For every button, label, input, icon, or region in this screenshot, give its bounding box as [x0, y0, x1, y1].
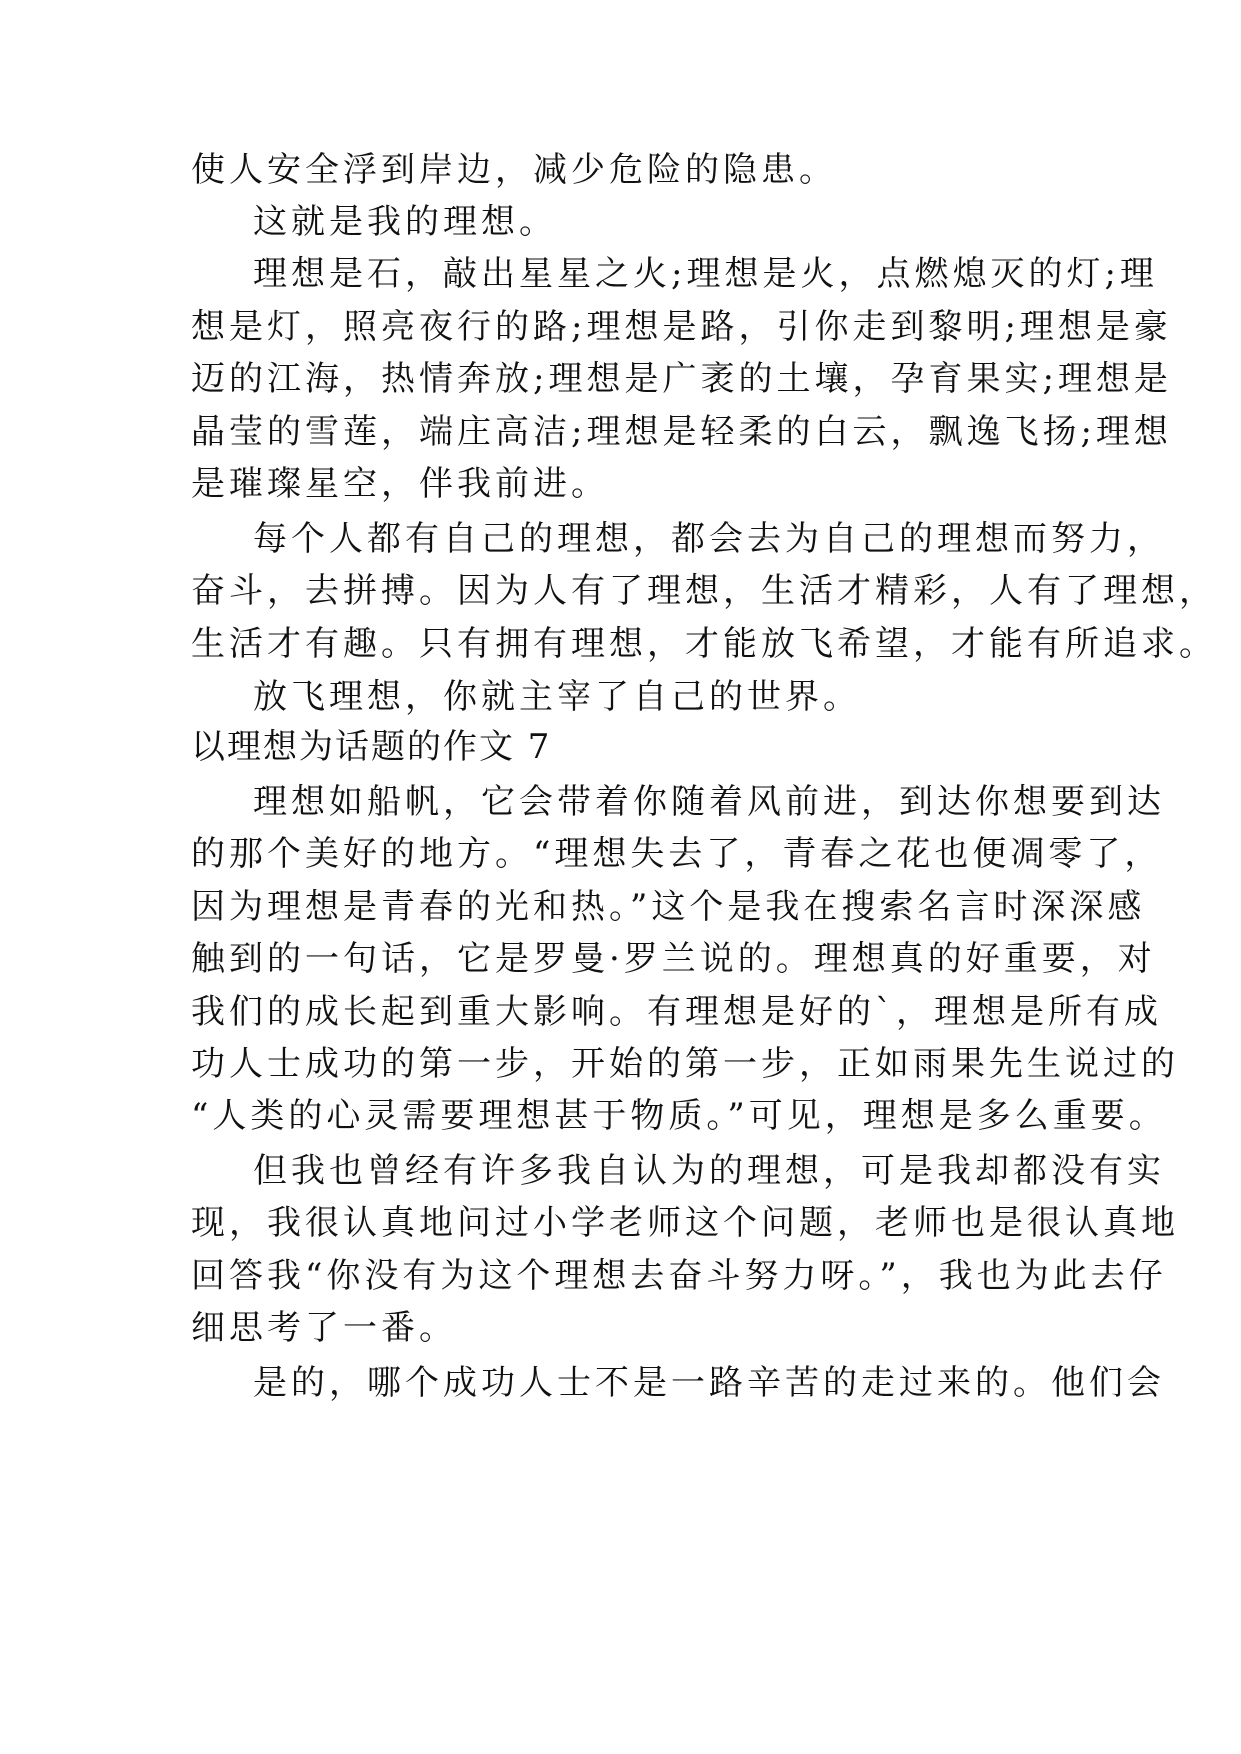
- paragraph-line: “人类的心灵需要理想甚于物质。”可见，理想是多么重要。: [191, 1096, 1167, 1136]
- paragraph-line: 因为理想是青春的光和热。”这个是我在搜索名言时深深感: [191, 887, 1146, 927]
- paragraph-line: 触到的一句话，它是罗曼·罗兰说的。理想真的好重要，对: [191, 939, 1156, 979]
- paragraph-line: 生活才有趣。只有拥有理想，才能放飞希望，才能有所追求。: [191, 624, 1217, 664]
- paragraph-line: 理想如船帆，它会带着你随着风前进，到达你想要到达: [253, 782, 1165, 822]
- paragraph-line: 功人士成功的第一步，开始的第一步，正如雨果先生说过的: [191, 1044, 1179, 1084]
- paragraph-line: 放飞理想，你就主宰了自己的世界。: [253, 677, 861, 717]
- paragraph-line: 想是灯，照亮夜行的路;理想是路，引你走到黎明;理想是豪: [191, 307, 1172, 347]
- paragraph-line: 迈的江海，热情奔放;理想是广袤的土壤，孕育果实;理想是: [191, 359, 1172, 399]
- section-heading: 以理想为话题的作文 7: [191, 727, 552, 767]
- paragraph-line: 回答我“你没有为这个理想去奋斗努力呀。”，我也为此去仔: [191, 1256, 1167, 1296]
- paragraph-line: 奋斗，去拼搏。因为人有了理想，生活才精彩，人有了理想，: [191, 571, 1217, 611]
- paragraph-line: 晶莹的雪莲，端庄高洁;理想是轻柔的白云，飘逸飞扬;理想: [191, 412, 1172, 452]
- paragraph-line: 我们的成长起到重大影响。有理想是好的`，理想是所有成: [191, 992, 1162, 1032]
- paragraph-line: 细思考了一番。: [191, 1308, 457, 1348]
- paragraph-line: 是的，哪个成功人士不是一路辛苦的走过来的。他们会: [253, 1363, 1165, 1403]
- paragraph-line: 每个人都有自己的理想，都会去为自己的理想而努力，: [253, 519, 1165, 559]
- paragraph-line: 这就是我的理想。: [253, 202, 557, 242]
- paragraph-line: 的那个美好的地方。“理想失去了，青春之花也便凋零了，: [191, 834, 1163, 874]
- paragraph-line: 现，我很认真地问过小学老师这个问题，老师也是很认真地: [191, 1203, 1179, 1243]
- paragraph-line: 使人安全浮到岸边，减少危险的隐患。: [191, 150, 837, 190]
- paragraph-line: 是璀璨星空，伴我前进。: [191, 464, 609, 504]
- paragraph-line: 理想是石，敲出星星之火;理想是火，点燃熄灭的灯;理: [253, 254, 1158, 294]
- paragraph-line: 但我也曾经有许多我自认为的理想，可是我却都没有实: [253, 1151, 1165, 1191]
